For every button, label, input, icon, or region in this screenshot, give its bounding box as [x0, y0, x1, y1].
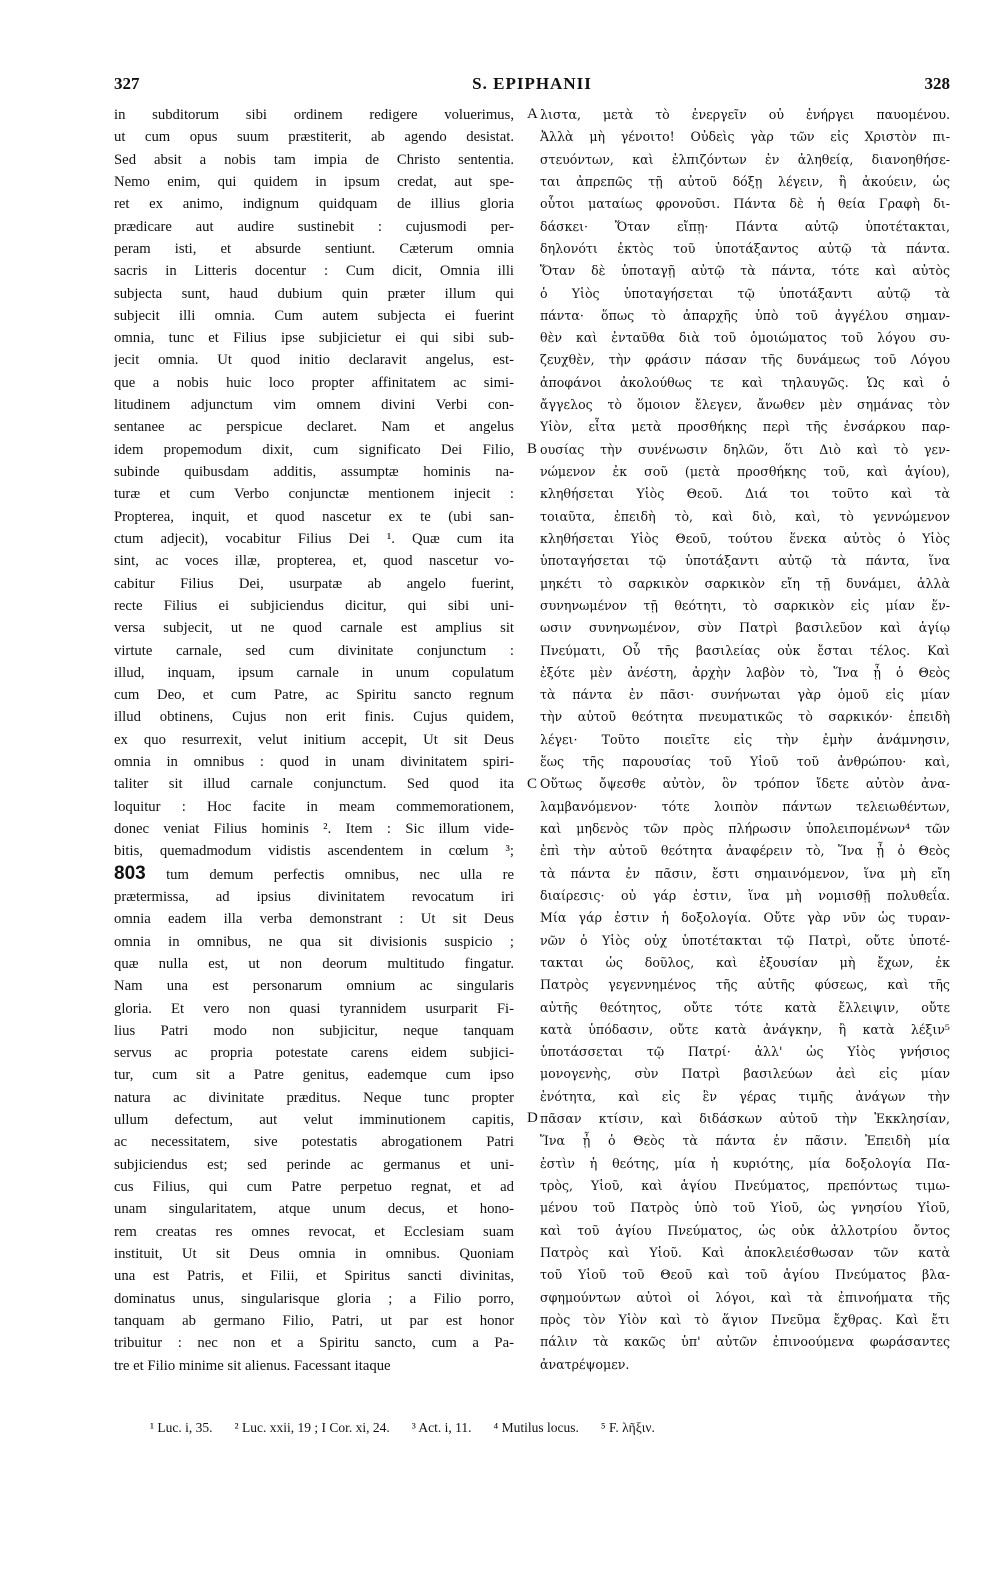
page-number-right: 328 — [924, 74, 950, 93]
latin-line: recte Filius ei subjiciendus dicitur, qui sibi uni- — [114, 597, 514, 614]
latin-line: illud, inquam, ipsum carnale in unum copulatum — [114, 664, 514, 681]
latin-line: sentanee ac perspicue declaret. Nam et angelus — [114, 419, 514, 436]
latin-line: rem creatas res omnes revocat, et Ecclesiam suam — [114, 1223, 514, 1240]
latin-line: cabitur Filius Dei, usurpatæ ab angelo fuerint, — [114, 575, 514, 592]
greek-line: πᾶσαν κτίσιν, καὶ διδάσκων αὐτοῦ τὴν Ἐκκλησίαν, — [540, 1111, 950, 1127]
latin-line: prætermissa, ad ipsius divinitatem revocatum iri — [114, 888, 514, 905]
greek-line: στευόντων, καὶ ἐλπιζόντων ἐν ἀληθείᾳ, διανοηθήσε- — [540, 151, 950, 167]
latin-line: prædicare aut audire sustinebit : cujusmodi per- — [114, 218, 514, 235]
running-title: S. EPIPHANII — [472, 74, 592, 93]
latin-line: omnia, tunc et Filius ipse subjicietur ei qui sibi sub- — [114, 330, 514, 347]
greek-line: ἀνατρέψομεν. — [540, 1356, 630, 1372]
greek-line: Πατρὸς καὶ Υἱοῦ. Καὶ ἀποκλειέσθωσαν τῶν κατὰ — [540, 1244, 950, 1260]
greek-line: ωσιν συνηνωμένον, σὺν Πατρὶ βασιλεῦον καὶ ἁγίῳ — [540, 620, 950, 636]
section-marker-d: D — [527, 1110, 538, 1126]
latin-line: taliter sit illud carnale conjunctum. Sed quod ita — [114, 776, 514, 793]
greek-line: κληθήσεται Υἱὸς Θεοῦ, τούτου ἕνεκα αὐτὸς ὁ Υἱὸς — [540, 530, 950, 546]
greek-line: ἐστὶν ἡ θεότης, μία ἡ κυριότης, μία δοξολογία Πα- — [540, 1155, 950, 1171]
footnote: ⁵ F. λῆξιν. — [600, 1420, 655, 1435]
footnote: ⁴ Mutilus locus. — [493, 1420, 579, 1435]
latin-line: litudinem adjunctum vim omnem divini Verbi con- — [114, 397, 514, 414]
latin-line: versa subjecit, ut ne quod carnale est amplius sit — [114, 620, 514, 637]
latin-line: unam singularitatem, atque unum decus, et hono- — [114, 1201, 514, 1218]
greek-line: ἑνότητα, καὶ εἰς ἓν γέρας τιμῆς ἀνάγων τὴν — [540, 1088, 950, 1104]
greek-line: Ὅταν δὲ ὑποταγῇ αὐτῷ τὰ πάντα, τότε καὶ αὐτὸς — [540, 263, 950, 279]
latin-line: Propterea, inquit, et quod nascetur ex te (ubi san- — [114, 508, 514, 525]
latin-line: tanquam ab germano Filio, Patri, ut par est honor — [114, 1312, 514, 1329]
greek-line: ὁ Υἱὸς ὑποταγήσεται τῷ ὑποτάξαντι αὐτῷ τὰ — [540, 285, 950, 301]
greek-line: Μία γάρ ἐστιν ἡ δοξολογία. Οὔτε γὰρ νῦν ὡς τυραν- — [540, 910, 950, 926]
latin-line: dominatus unus, singularisque gloria ; a Filio porro, — [114, 1290, 514, 1307]
greek-line: δάσκει· Ὅταν εἴπῃ· Πάντα αὐτῷ ὑποτέτακται, — [540, 218, 950, 234]
greek-line: ὑποτάσσεται τῷ Πατρί· ἀλλ' ὡς Υἱὸς γνήσιος — [540, 1044, 950, 1060]
latin-line: subjecit illi omnia. Cum autem subjecta ei fuerint — [114, 307, 514, 324]
greek-line: Πνεύματι, Οὗ τῆς βασιλείας οὐκ ἔσται τέλος. Καὶ — [540, 642, 950, 658]
greek-line: διαίρεσις· οὐ γάρ ἐστιν, ἵνα μὴ νομισθῇ πολυθεΐα. — [540, 887, 950, 903]
latin-line: ac necessitatem, sive potestatis abrogationem Patri — [114, 1134, 514, 1151]
latin-line: natura ac divinitate præditus. Neque tunc propter — [114, 1089, 514, 1106]
line-text: tum demum perfectis omnibus, nec ulla re — [166, 866, 514, 883]
greek-line: μένου τοῦ Πατρὸς ὑπὸ τοῦ Υἱοῦ, ὡς γνησίου Υἱοῦ, — [540, 1200, 950, 1216]
greek-line: ἕως τῆς παρουσίας τοῦ Υἱοῦ τοῦ ἀνθρώπου· καὶ, — [540, 754, 950, 770]
greek-line: λέγει· Τοῦτο ποιεῖτε εἰς τὴν ἐμὴν ἀνάμνησιν, — [540, 731, 950, 747]
greek-line: μηκέτι τὸ σαρκικὸν σαρκικὸν εἴη τῇ δυνάμει, ἀλλὰ — [540, 575, 950, 591]
latin-line: ex quo resurrexit, velut initium accepit, Ut sit Deus — [114, 731, 514, 748]
section-marker-c: C — [527, 776, 538, 792]
greek-line: Υἱὸν, εἶτα μετὰ προσθήκης περὶ τῆς ἐνσάρκου παρ- — [540, 419, 950, 435]
latin-line — [114, 863, 514, 886]
latin-line: omnia eadem illa verba demonstrant : Ut sit Deus — [114, 911, 514, 928]
latin-column — [114, 104, 514, 1377]
greek-line: τακται ὡς δοῦλος, καὶ ἐξουσίαν μὴ ἔχων, ἐκ — [540, 954, 950, 970]
greek-line: Ἀλλὰ μὴ γένοιτο! Οὐδεὶς γὰρ τῶν εἰς Χριστὸν πι- — [540, 129, 950, 145]
latin-line: ret ex animo, indignum quidquam de illius gloria — [114, 196, 514, 213]
greek-line: νώμενον ἐκ σοῦ (μετὰ προσθήκης τοῦ, καὶ ἁγίου), — [540, 464, 950, 479]
greek-line: Πατρὸς γεγεννημένος τῆς αὐτῆς φύσεως, καὶ τῆς — [540, 977, 950, 993]
latin-line: donec veniat Filius hominis ². Item : Sic illum vide- — [114, 821, 514, 837]
greek-line: λαμβανόμενον· τότε λοιπὸν πάντων τελειωθέντων, — [540, 798, 950, 814]
greek-line: θὲν καὶ ἐνταῦθα διὰ τοῦ ὁμοιώματος τοῦ λόγου συ- — [540, 330, 950, 346]
latin-line: ullum defectum, aut velut imminutionem capitis, — [114, 1112, 514, 1129]
greek-line: Οὕτως ὄψεσθε αὐτὸν, ὃν τρόπον ἴδετε αὐτὸν ἀνα- — [540, 776, 950, 792]
inline-page-number: 803 — [114, 862, 146, 884]
latin-line: que a nobis huic loco propter affinitatem ac simi- — [114, 374, 514, 391]
greek-column — [540, 104, 950, 1376]
latin-line: loquitur : Hoc facite in meam commemorationem, — [114, 798, 514, 815]
greek-line: ἄγγελος τὸ ὅμοιον ἔλεγεν, ἄνωθεν μὲν σημάνας τὸν — [540, 397, 950, 413]
greek-line: ἐπὶ τὴν αὐτοῦ θεότητα ἀναφέρειν τὸ, Ἵνα ᾖ ὁ Θεὸς — [540, 843, 950, 859]
greek-line: ζευχθὲν, τὴν φράσιν πάσαν τῆς δυνάμεως τοῦ Λόγου — [540, 352, 950, 368]
page-number-left: 327 — [114, 74, 140, 93]
latin-line: sint, ac voces illæ, propterea, et, quod nascetur vo- — [114, 553, 514, 570]
greek-line: μονογενὴς, σὺν Πατρὶ βασιλεύων ἀεὶ εἰς μίαν — [540, 1066, 950, 1082]
latin-line: in subditorum sibi ordinem redigere voluerimus, — [114, 107, 514, 123]
section-marker-b: B — [527, 441, 538, 457]
greek-line: ἀποφάνοι ἀκολούθως τε καὶ τηλαυγῶς. Ὡς καὶ ὁ — [540, 374, 950, 390]
latin-line: cum Deo, et cum Patre, ac Spiritu sancto regnum — [114, 687, 514, 704]
greek-line: ἐξότε μὲν ἀνέστη, ἀρχὴν λαβὸν τὸ, Ἵνα ᾖ ὁ Θεὸς — [540, 664, 950, 680]
latin-line: illud obtinens, Cujus non erit finis. Cujus quidem, — [114, 709, 514, 726]
greek-line: τὰ πάντα ἐν πᾶσι· συνήνωται γὰρ ὁμοῦ εἰς μίαν — [540, 687, 950, 703]
greek-line: τὰ πάντα ἐν πᾶσιν, ἔστι σημαινόμενον, ἵνα μὴ εἴη — [540, 865, 950, 881]
greek-line: σφημούντων αὐτοὶ οἱ λόγοι, καὶ τὰ ἐπινοήματα τῆς — [540, 1289, 950, 1305]
greek-line: καὶ μηδενὸς τῶν πρὸς πλήρωσιν ὑπολειπομένων⁴ τῶν — [540, 821, 950, 836]
latin-line: tribuitur : nec non et a Spiritu sancto, cum a Pa- — [114, 1335, 514, 1352]
greek-line: τοῦ Υἱοῦ τοῦ Θεοῦ καὶ τοῦ ἁγίου Πνεύματος βλα- — [540, 1267, 950, 1283]
latin-line: ut cum opus suum præstiterit, ab agendo desistat. — [114, 129, 514, 146]
greek-line: πάλιν τὰ κακῶς ὑπ' αὐτῶν ἐπινοούμενα φωράσαντες — [540, 1334, 950, 1350]
greek-line: συνηνωμένον τῇ θεότητι, τὸ σαρκικὸν εἰς μίαν ἕν- — [540, 597, 950, 613]
latin-line: omnia in omnibus, ne qua sit divisionis suspicio ; — [114, 933, 514, 950]
page-header — [114, 74, 950, 98]
greek-line: ουσίας τὴν συνένωσιν δηλῶν, ὅτι Διὸ καὶ τὸ γεν- — [540, 441, 950, 457]
section-marker-a: A — [527, 106, 538, 122]
latin-line: servus ac propria potestate carens eidem subjici- — [114, 1045, 514, 1062]
latin-line: subjiciendus est; sed perinde ac germanus et uni- — [114, 1156, 514, 1173]
greek-line: δηλονότι ἐκτὸς τοῦ ὑποτάξαντος αὐτῷ τὰ πάντα. — [540, 240, 950, 256]
greek-line: ὑποταγήσεται τῷ ὑποτάξαντι αὐτῷ τὰ πάντα, ἵνα — [540, 553, 950, 569]
greek-line: πάντα· ὅπως τὸ ἀπαρχῆς ὑπὸ τοῦ ἀγγέλου σημαν- — [540, 307, 950, 323]
latin-line: tre et Filio minime sit alienus. Facessant itaque — [114, 1357, 391, 1374]
greek-line: πρὸς τὸν Υἱὸν καὶ τὸ ἅγιον Πνεῦμα ἔχθρας. Καὶ ἔτι — [540, 1311, 950, 1327]
latin-line: gloria. Et vero non quasi tyrannidem usurparit Fi- — [114, 1000, 514, 1017]
latin-line: cus Filius, qui cum Patre perpetuo regnat, et ad — [114, 1179, 514, 1195]
greek-line: ται ἀπρεπῶς τῇ αὐτοῦ δόξῃ λέγειν, ἢ ἀκούειν, ὡς — [540, 173, 950, 189]
latin-line: omnia in omnibus : quod in unam divinitatem spiri- — [114, 754, 514, 771]
latin-line: Nam una est personarum omnium ac singularis — [114, 978, 514, 995]
greek-line: κληθήσεται Υἱὸς Θεοῦ. Διά τοι τοῦτο καὶ τὰ — [540, 486, 950, 502]
latin-line: virtute carnale, sed cum divinitate conjunctum : — [114, 642, 514, 659]
latin-line: jecit omnia. Ut quod initio declaravit angelus, est- — [114, 352, 514, 369]
latin-line: turæ et cum Verbo conjunctæ mentionem injecit : — [114, 486, 514, 503]
latin-line: idem propemodum dixit, cum significato Dei Filio, — [114, 441, 514, 458]
greek-line: τοιαῦτα, ἐπειδὴ τὸ, καὶ διὸ, καὶ, τὸ γεννώμενον — [540, 508, 950, 524]
greek-line: τρὸς, Υἱοῦ, καὶ ἁγίου Πνεύματος, πρεπόντως τιμω- — [540, 1178, 950, 1193]
footnote: ¹ Luc. i, 35. — [150, 1420, 213, 1435]
greek-line: οὗτοι ματαίως φρονοῦσι. Πάντα δὲ ἡ θεία Γραφὴ δι- — [540, 196, 950, 212]
greek-line: αὐτῆς θεότητος, οὔτε τότε κατὰ ἔλλειψιν, οὔτε — [540, 999, 950, 1015]
greek-line: καὶ τοῦ ἁγίου Πνεύματος, ὡς οὐκ ἀλλοτρίου ὄντος — [540, 1222, 950, 1238]
greek-line: λιστα, μετὰ τὸ ἐνεργεῖν οὐ ἐνήργει παυομένου. — [540, 107, 950, 122]
latin-line: tur, cum sit a Patre genitus, eademque cum ipso — [114, 1067, 514, 1084]
greek-line: Ἵνα ᾖ ὁ Θεὸς τὰ πάντα ἐν πᾶσιν. Ἐπειδὴ μία — [540, 1133, 950, 1149]
footnote: ² Luc. xxii, 19 ; I Cor. xi, 24. — [234, 1420, 390, 1435]
greek-line: νῶν ὁ Υἱὸς οὐχ ὑποτέτακται τῷ Πατρὶ, οὔτε ὑποτέ- — [540, 932, 950, 948]
latin-line: una est Patris, et Filii, et Spiritus sancti divinitas, — [114, 1268, 514, 1285]
latin-line: peram isti, et absurde sentiunt. Cæterum omnia — [114, 240, 514, 257]
greek-line: κατὰ ὑπόδασιν, οὔτε κατὰ ἀνάγκην, ἢ κατὰ λέξιν⁵ — [540, 1021, 950, 1037]
latin-line: lius Patri modo non subjicitur, neque tanquam — [114, 1022, 514, 1039]
latin-line: instituit, Ut sit Deus omnia in omnibus. Quoniam — [114, 1245, 514, 1262]
latin-line: quæ nulla est, ut non deorum multitudo fingatur. — [114, 955, 514, 972]
greek-line: τὴν αὐτοῦ θεότητα πνευματικῶς τὸ σαρκικόν· ἐπειδὴ — [540, 709, 950, 725]
latin-line: Sed absit a nobis tam impia de Christo sententia. — [114, 151, 514, 168]
latin-line: subjecta sunt, haud dubium quin præter illum qui — [114, 285, 514, 302]
latin-line: subinde quibusdam additis, assumptæ hominis na- — [114, 464, 514, 480]
latin-line: bitis, quemadmodum vidistis ascendentem in cœlum ³; — [114, 843, 514, 860]
footnote: ³ Act. i, 11. — [411, 1420, 472, 1435]
footnotes — [150, 1420, 950, 1436]
latin-line: sacris in Litteris docentur : Cum dicit, Omnia illi — [114, 263, 514, 280]
latin-line: ctum adjecit), vocabitur Filius Dei ¹. Quæ cum ita — [114, 530, 514, 547]
latin-line: Nemo enim, qui quidem in ipsum credat, aut spe- — [114, 173, 514, 190]
